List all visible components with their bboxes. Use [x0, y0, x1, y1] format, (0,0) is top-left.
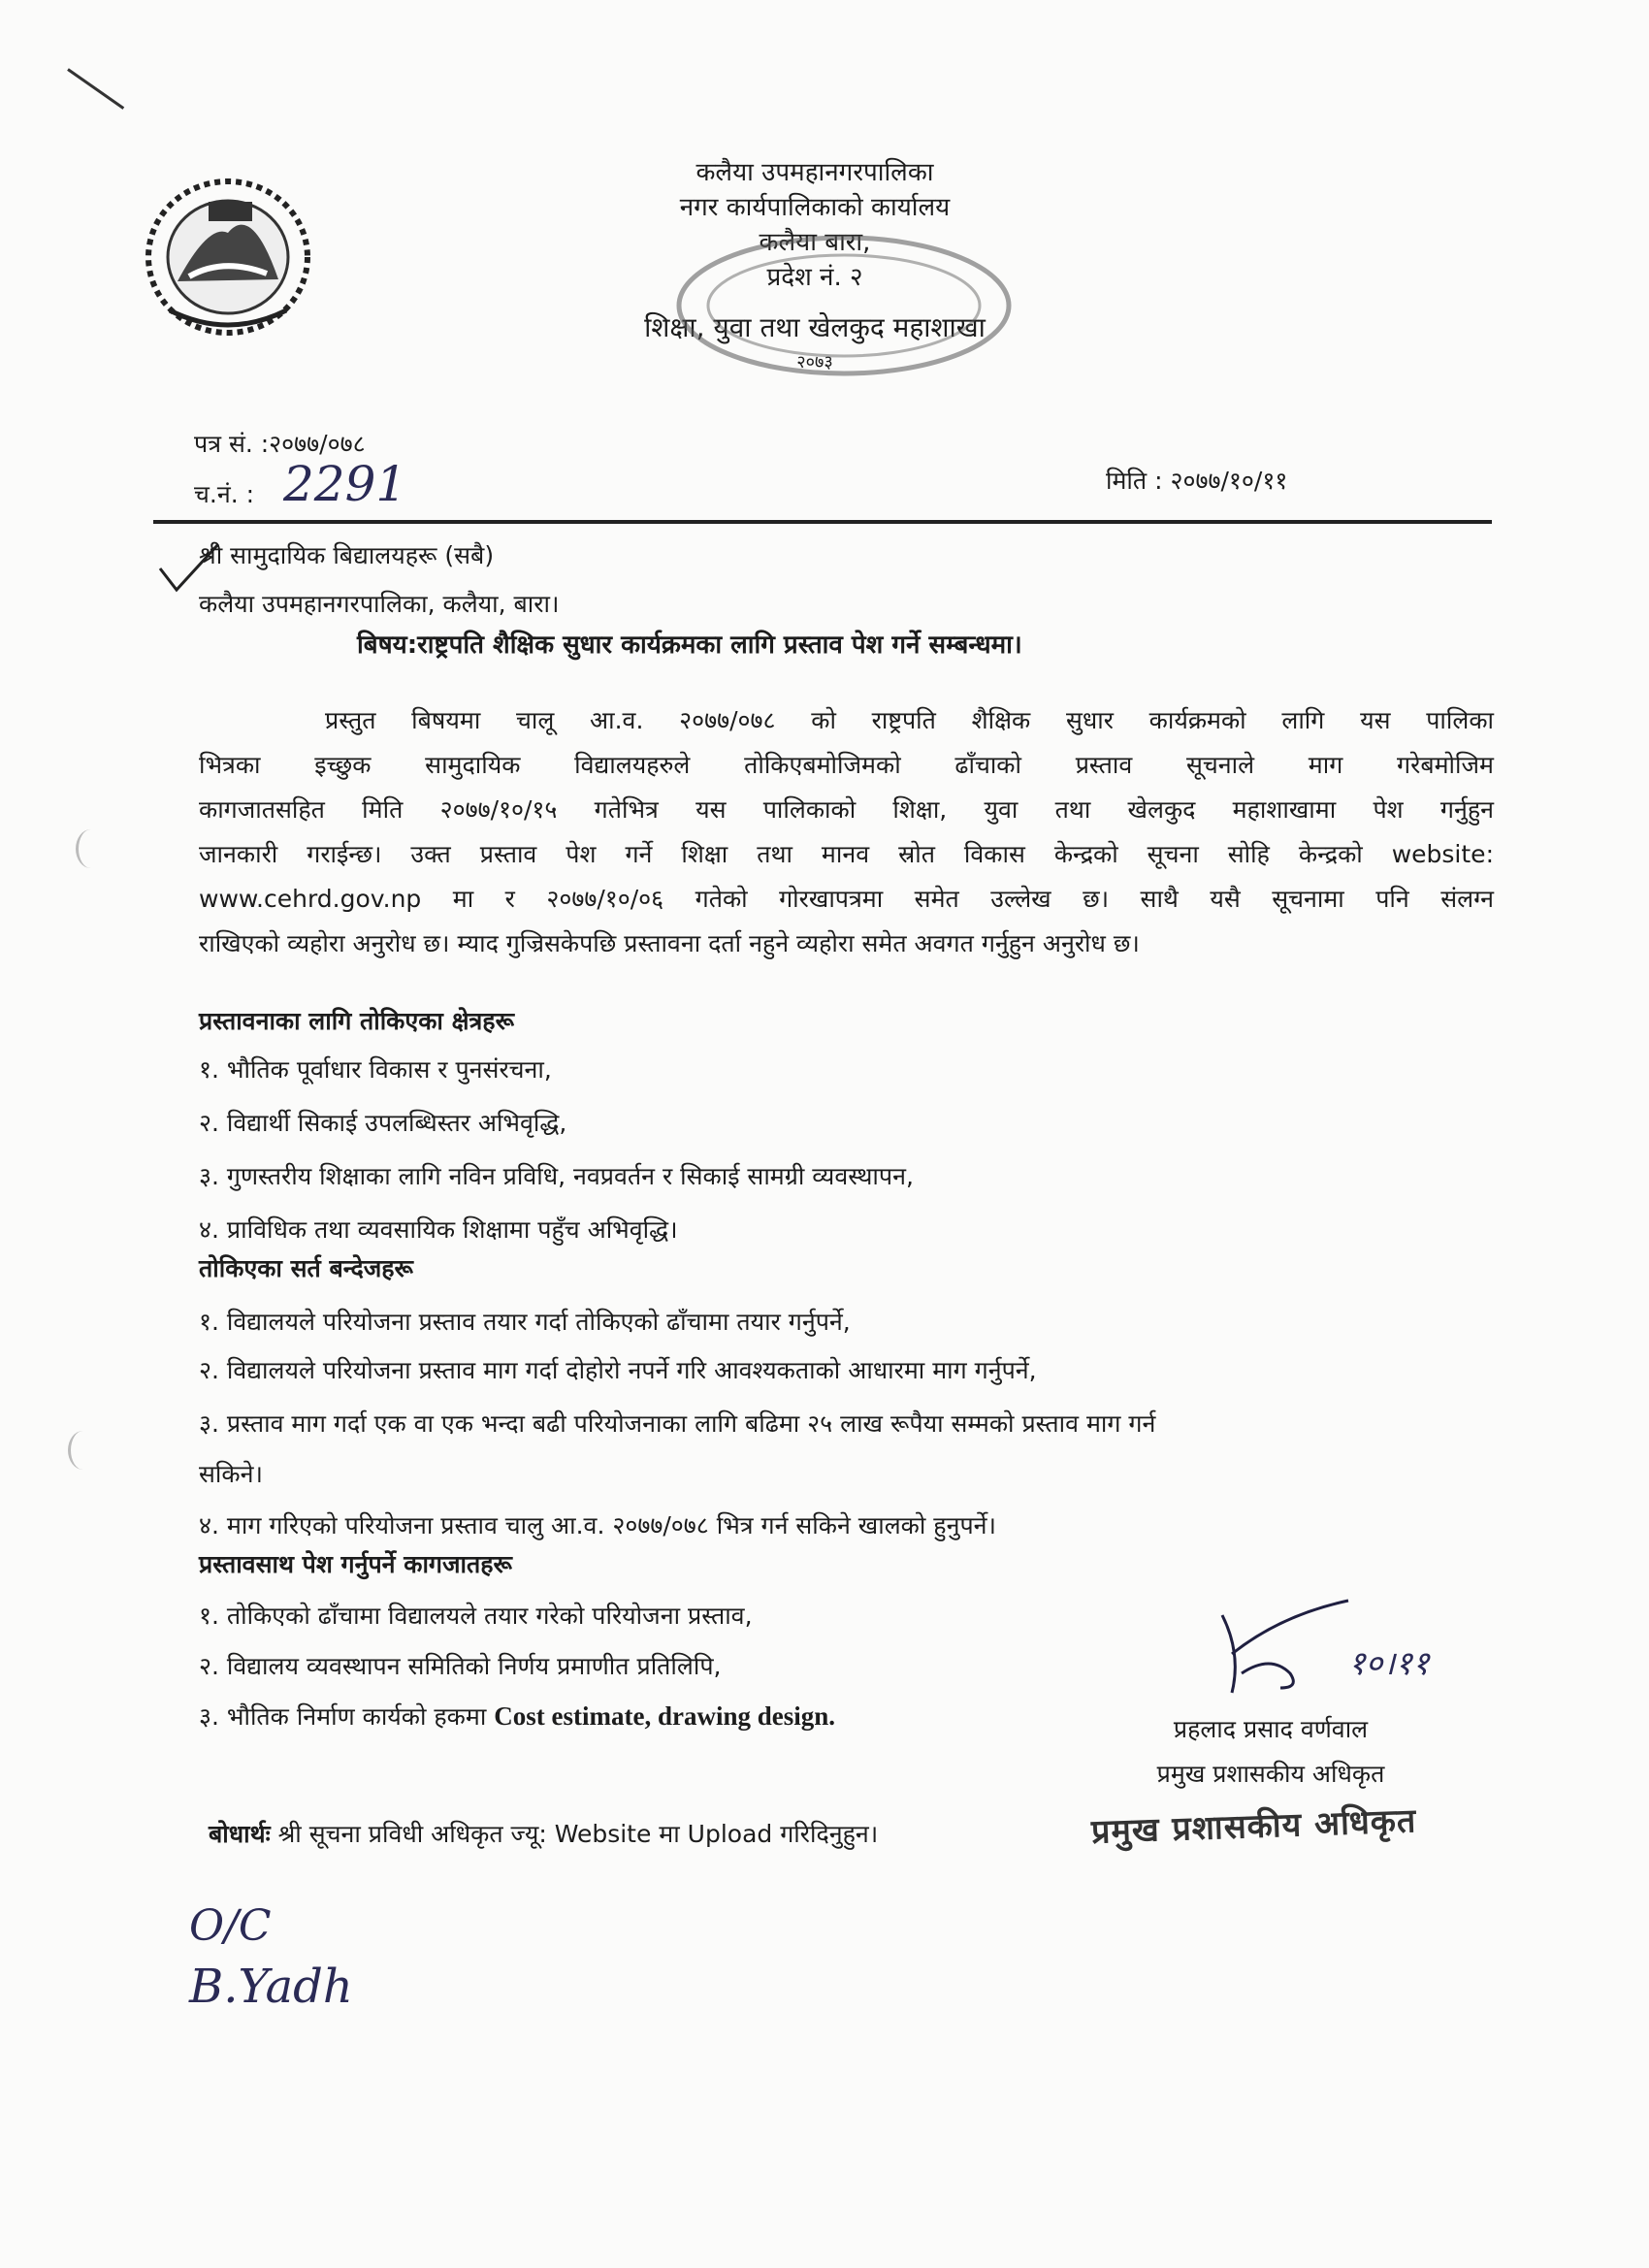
section-heading-documents: प्रस्तावसाथ पेश गर्नुपर्ने कागजातहरू — [199, 1550, 512, 1578]
designation-stamp: प्रमुख प्रशासकीय अधिकृत — [1090, 1801, 1417, 1852]
letterhead-district: कलैया बारा, — [759, 228, 871, 257]
recipient-line-2: कलैया उपमहानगरपालिका, कलैया, बारा। — [199, 590, 560, 618]
list-item-bold-text: Cost estimate, drawing design. — [494, 1701, 836, 1731]
body-line: जानकारी गराईन्छ। उक्त प्रस्ताव पेश गर्ने शिक्षा तथा मानव स्रोत विकास केन्द्रको सूचना सोहि केन्द्रको website: — [199, 840, 1494, 868]
letterhead-office: नगर कार्यपालिकाको कार्यालय — [679, 193, 951, 222]
letter-date: मिति : २०७७/१०/११ — [1106, 467, 1288, 495]
signatory-title: प्रमुख प्रशासकीय अधिकृत — [1156, 1760, 1385, 1788]
signatory-block — [1086, 1707, 1455, 1797]
letterhead-municipality: कलैया उपमहानगरपालिका — [695, 158, 934, 187]
scan-mark — [67, 68, 124, 110]
list-item: ३. गुणस्तरीय शिक्षाका लागि नविन प्रविधि, नवप्रवर्तन र सिकाई सामग्री व्यवस्थापन, — [199, 1162, 914, 1190]
dispatch-number: 2291 — [283, 456, 407, 512]
list-item: १. विद्यालयले परियोजना प्रस्ताव तयार गर्दा तोकिएको ढाँचामा तयार गर्नुपर्ने, — [199, 1308, 851, 1336]
letterhead-year: २०७३ — [796, 352, 833, 373]
list-item — [199, 1700, 835, 1733]
handwritten-note-line-1: O/C — [189, 1901, 272, 1951]
list-item: १. भौतिक पूर्वाधार विकास र पुनसंरचना, — [199, 1055, 552, 1084]
letterhead-department: शिक्षा, युवा तथा खेलकुद महाशाखा — [644, 311, 986, 343]
section-heading-areas: प्रस्तावनाका लागि तोकिएका क्षेत्रहरू — [199, 1007, 515, 1035]
dispatch-label: च.नं. : — [194, 480, 255, 508]
signatory-name: प्रहलाद प्रसाद वर्णवाल — [1173, 1715, 1369, 1743]
header-divider — [153, 520, 1492, 524]
signature-date: १०।११ — [1348, 1644, 1430, 1683]
body-line: राखिएको व्यहोरा अनुरोध छ। म्याद गुज्रिसकेपछि प्रस्तावना दर्ता नहुने व्यहोरा समेत अवगत गर्नुहुन अनुरोध छ। — [199, 929, 1140, 957]
section-heading-conditions: तोकिएका सर्त बन्देजहरू — [199, 1254, 413, 1282]
body-line: www.cehrd.gov.np मा र २०७७/१०/०६ गतेको गोरखापत्रमा समेत उल्लेख छ। साथै यसै सूचनामा पनि संलग्न — [199, 885, 1494, 913]
body-line: कागजातसहित मिति २०७७/१०/१५ गतेभित्र यस पालिकाको शिक्षा, युवा तथा खेलकुद महाशाखामा पेश गर्नुहुन — [199, 795, 1494, 824]
punch-hole-mark — [68, 1431, 98, 1470]
letterhead-province: प्रदेश नं. २ — [766, 263, 863, 292]
list-item: २. विद्यालयले परियोजना प्रस्ताव माग गर्दा दोहोरो नपर्ने गरि आवश्यकताको आधारमा माग गर्नुपर्ने, — [199, 1356, 1037, 1384]
body-line: प्रस्तुत बिषयमा चालू आ.व. २०७७/०७८ को राष्ट्रपति शैक्षिक सुधार कार्यक्रमको लागि यस पालिका — [325, 706, 1494, 734]
list-item-text: ३. भौतिक निर्माण कार्यको हकमा — [199, 1702, 495, 1731]
list-item: ४. माग गरिएको परियोजना प्रस्ताव चालु आ.व. २०७७/०७८ भित्र गर्न सकिने खालको हुनुपर्ने। — [199, 1511, 997, 1539]
recipient-line-1: श्री सामुदायिक बिद्यालयहरू (सबै) — [199, 541, 495, 569]
office-stamp-icon — [640, 223, 1048, 388]
body-line: भित्रका इच्छुक सामुदायिक विद्यालयहरुले तोकिएबमोजिमको ढाँचाको प्रस्ताव सूचनाले माग गरेबमोजिम — [199, 751, 1494, 779]
list-item: ३. प्रस्ताव माग गर्दा एक वा एक भन्दा बढी परियोजनाका लागि बढिमा २५ लाख रूपैया सम्मको प्रस्ताव माग गर्न — [199, 1409, 1156, 1438]
list-item: २. विद्यार्थी सिकाई उपलब्धिस्तर अभिवृद्धि, — [199, 1109, 567, 1137]
list-item: सकिने। — [199, 1460, 263, 1488]
list-item: ४. प्राविधिक तथा व्यवसायिक शिक्षामा पहुँच अभिवृद्धि। — [199, 1215, 678, 1244]
handwritten-note-line-2: B.Yadh — [189, 1960, 353, 2014]
letter-number: पत्र सं. :२०७७/०७८ — [194, 430, 366, 458]
body-paragraph — [199, 698, 1494, 966]
punch-hole-mark — [76, 829, 106, 868]
subject-line: बिषय:राष्ट्रपति शैक्षिक सुधार कार्यक्रमका लागि प्रस्ताव पेश गर्ने सम्बन्धमा। — [357, 631, 1022, 660]
list-item: १. तोकिएको ढाँचामा विद्यालयले तयार गरेको परियोजना प्रस्ताव, — [199, 1602, 753, 1630]
cc-line — [209, 1812, 878, 1857]
cc-text: श्री सूचना प्रविधी अधिकृत ज्यू: Website मा Upload गरिदिनुहुन। — [270, 1820, 879, 1848]
list-item: २. विद्यालय व्यवस्थापन समितिको निर्णय प्रमाणीत प्रतिलिपि, — [199, 1652, 722, 1680]
municipality-emblem-icon — [131, 165, 325, 340]
cc-label: बोधार्थः — [209, 1820, 271, 1848]
